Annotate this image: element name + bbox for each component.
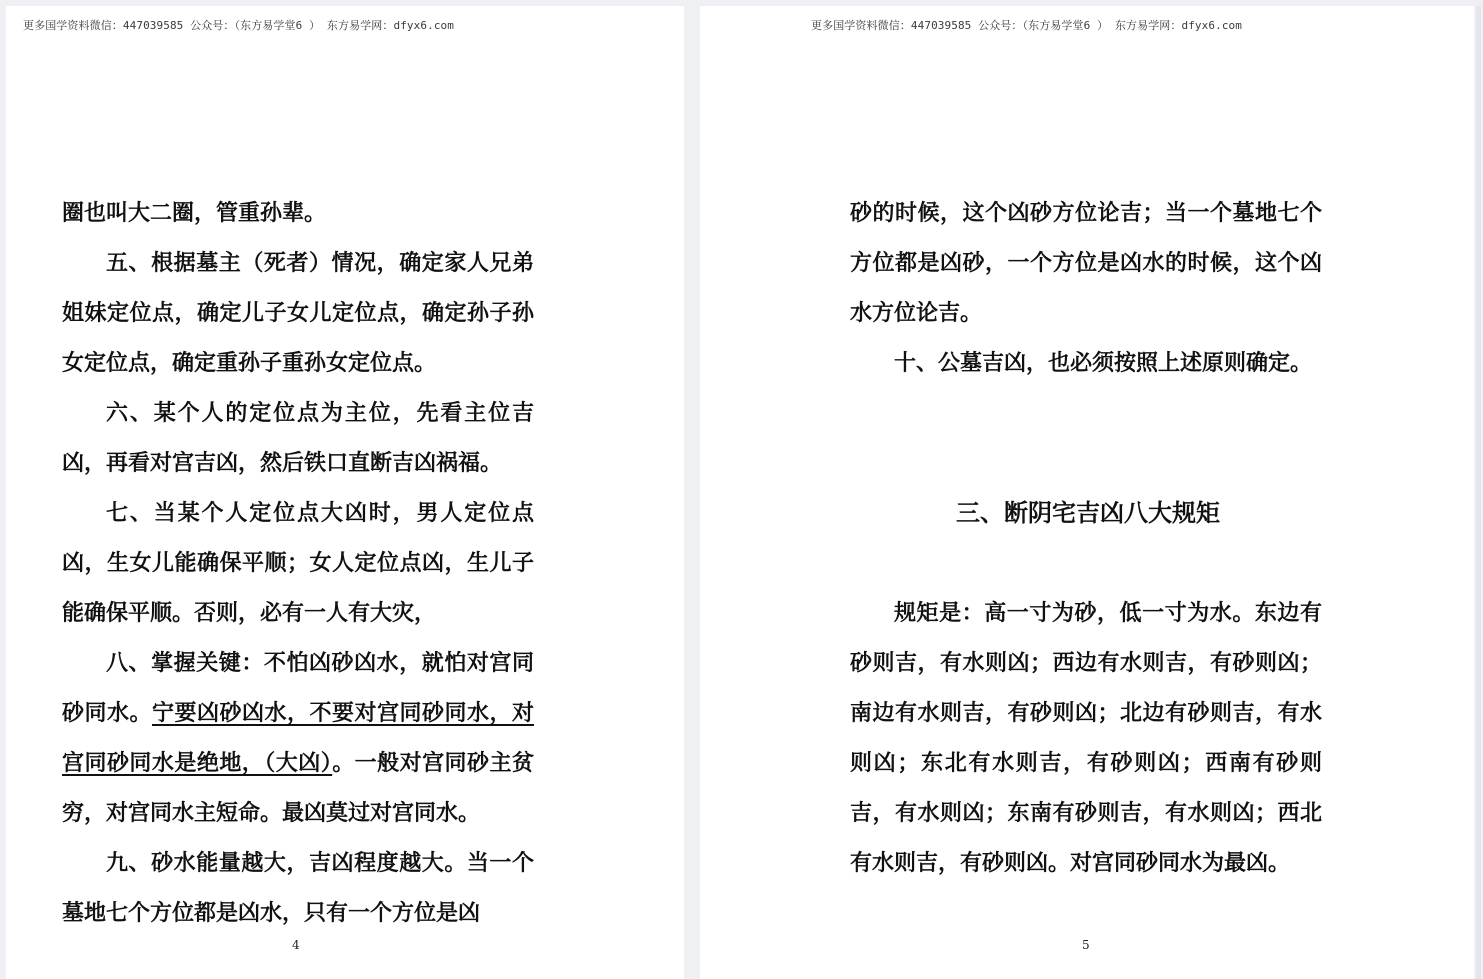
scrollbar[interactable] bbox=[1476, 6, 1481, 979]
paragraph bbox=[62, 638, 534, 838]
paragraph: 圈也叫大二圈，管重孙辈。 bbox=[62, 200, 327, 226]
paragraph: 砂的时候，这个凶砂方位论吉；当一个墓地七个方位都是凶砂，一个方位是凶水的时候，这个凶水方位论吉。 bbox=[850, 200, 1322, 326]
paragraph: 九、砂水能量越大，吉凶程度越大。当一个墓地七个方位都是凶水，只有一个方位是凶 bbox=[62, 850, 534, 926]
page-header: 更多国学资料微信：447039585 公众号：（东方易学堂6 ） 东方易学网：dfyx6.com bbox=[811, 19, 1242, 32]
paragraph-text: 八、掌握关键：不怕凶砂凶水，就怕对宫同砂同水。 bbox=[62, 650, 534, 726]
document-page-right bbox=[700, 6, 1474, 979]
section-heading: 三、断阴宅吉凶八大规矩 bbox=[956, 498, 1220, 527]
paragraph: 十、公墓吉凶，也必须按照上述原则确定。 bbox=[894, 350, 1313, 376]
spacer bbox=[850, 388, 1322, 488]
paragraph-text: 。一般对宫同砂主贫穷，对宫同水主短命。最凶莫过对宫同水。 bbox=[62, 750, 534, 826]
page-body bbox=[62, 188, 534, 938]
paragraph: 六、某个人的定位点为主位，先看主位吉凶，再看对宫吉凶，然后铁口直断吉凶祸福。 bbox=[62, 400, 534, 476]
paragraph: 七、当某个人定位点大凶时，男人定位点凶，生女儿能确保平顺；女人定位点凶，生儿子能确保平顺。否则，必有一人有大灾， bbox=[62, 500, 534, 626]
page-number: 5 bbox=[1082, 938, 1090, 952]
underlined-text: 宁要凶砂凶水，不要对宫同砂同水，对宫同砂同水是绝地，（大凶） bbox=[62, 700, 534, 776]
paragraph: 五、根据墓主（死者）情况，确定家人兄弟姐妹定位点，确定儿子女儿定位点，确定孙子孙女定位点，确定重孙子重孙女定位点。 bbox=[62, 250, 534, 376]
paragraph: 规矩是：高一寸为砂，低一寸为水。东边有砂则吉，有水则凶；西边有水则吉，有砂则凶；南边有水则吉，有砂则凶；北边有砂则吉，有水则凶；东北有水则吉，有砂则凶；西南有砂则吉，有水则凶；东南有砂则吉，有水则凶；西北有水则吉，有砂则凶。对宫同砂同水为最凶。 bbox=[850, 600, 1322, 876]
page-body bbox=[850, 188, 1322, 888]
page-number: 4 bbox=[292, 938, 300, 952]
page-header: 更多国学资料微信：447039585 公众号：（东方易学堂6 ） 东方易学网：dfyx6.com bbox=[23, 19, 454, 32]
document-page-left bbox=[6, 6, 684, 979]
spacer bbox=[850, 538, 1322, 588]
